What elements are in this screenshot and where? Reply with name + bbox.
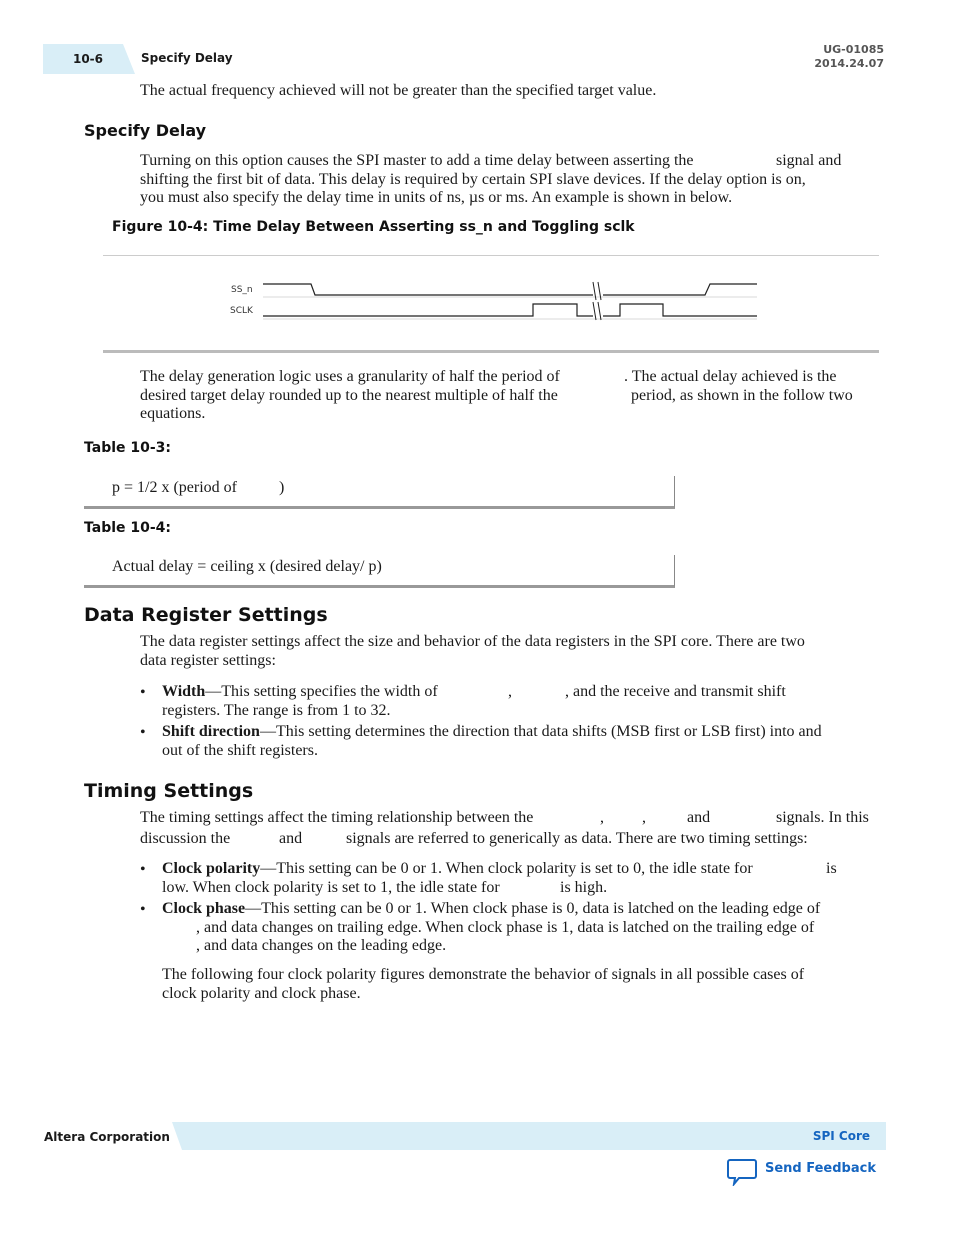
doc-date: 2014.24.07 [814, 57, 884, 70]
term: Clock polarity [162, 860, 261, 877]
text-span: and [279, 830, 303, 847]
specify-delay-heading: Specify Delay [84, 121, 207, 140]
bullet-marker: • [140, 861, 146, 878]
term: Shift direction [162, 723, 260, 740]
footer-band [172, 1122, 886, 1150]
data-register-heading: Data Register Settings [84, 604, 328, 626]
text-line: you must also specify the delay time in units of ns, µs or ms. An example is shown in below. [140, 189, 733, 206]
figure-caption: Figure 10-4: Time Delay Between Asserting ss_n and Toggling sclk [112, 219, 635, 235]
ss-n-wave-continued [603, 284, 757, 295]
text-span: desired target delay rounded up to the nearest multiple of half the [140, 386, 558, 404]
text-span: , and the receive and transmit shift [565, 683, 786, 700]
signal-label-ss-n: SS_n [231, 285, 253, 295]
header-doc-info [814, 43, 884, 71]
timing-settings-heading: Timing Settings [84, 780, 254, 802]
timing-waveform [103, 255, 879, 353]
text-span: , [508, 683, 512, 700]
bullet-marker: • [140, 724, 146, 741]
text-span: —This setting determines the direction that data shifts (MSB first or LSB first) into and [259, 723, 822, 740]
follow-paragraph [162, 966, 872, 1003]
text-line: The following four clock polarity figures demonstrate the behavior of signals in all possible cases of [162, 966, 805, 983]
table-10-3-box [84, 476, 675, 509]
footer-doc-link[interactable]: SPI Core [812, 1129, 870, 1143]
bullet-width [162, 683, 872, 720]
sclk-wave [263, 304, 593, 316]
text-span: The delay generation logic uses a granularity of half the period of [140, 368, 560, 385]
text-line: clock polarity and clock phase. [162, 984, 361, 1002]
bullet-marker: • [140, 901, 146, 918]
equation-part: p = 1/2 x (period of [112, 479, 237, 496]
text-line: equations. [140, 405, 206, 422]
term: Width [162, 683, 206, 700]
ss-n-wave [263, 284, 593, 295]
text-line: , and data changes on the leading edge. [196, 937, 447, 954]
text-span: The timing settings affect the timing relationship between the [140, 809, 534, 826]
text-span: and [687, 809, 711, 826]
doc-id: UG-01085 [823, 43, 884, 56]
granularity-paragraph [140, 368, 870, 424]
sclk-wave-continued [603, 304, 757, 316]
text-span: low. When clock polarity is set to 1, the idle state for [162, 878, 500, 896]
text-span: , [600, 809, 604, 826]
text-span: —This setting specifies the width of [205, 683, 438, 700]
bullet-clock-phase [162, 900, 872, 956]
equation-actual-delay: Actual delay = ceiling x (desired delay/ p) [112, 558, 382, 575]
text-line: shifting the first bit of data. This delay is required by certain SPI slave devices. If the delay option is on, [140, 170, 806, 188]
feedback-icon[interactable] [727, 1158, 757, 1186]
text-span: , [642, 809, 646, 826]
text-span: signals are referred to generically as data. There are two timing settings: [346, 830, 808, 847]
text-line: registers. The range is from 1 to 32. [162, 701, 391, 719]
signal-label-sclk: SCLK [230, 306, 253, 316]
text-line: , and data changes on trailing edge. When clock phase is 1, data is latched on the trailing edge of [196, 918, 815, 936]
send-feedback-link[interactable]: Send Feedback [765, 1161, 876, 1176]
data-register-paragraph [140, 633, 870, 670]
timing-paragraph [140, 809, 870, 849]
text-span: period, as shown in the follow two [631, 386, 853, 404]
specify-delay-paragraph [140, 152, 870, 208]
break-mark-sclk [593, 302, 601, 320]
table-10-4-caption: Table 10-4: [84, 520, 172, 536]
text-span: signal and [776, 152, 842, 169]
timing-figure [103, 255, 879, 353]
table-10-4-box [84, 555, 675, 588]
equation-part: ) [279, 479, 285, 496]
intro-line: The actual frequency achieved will not be greater than the specified target value. [140, 82, 657, 99]
equation-p [112, 479, 284, 497]
text-span: is [826, 860, 837, 877]
header-section-title: Specify Delay [141, 51, 233, 65]
text-span: —This setting can be 0 or 1. When clock phase is 0, data is latched on the leading edge of [245, 900, 821, 917]
bullet-clock-polarity [162, 860, 872, 897]
footer-company: Altera Corporation [44, 1130, 170, 1144]
bullet-shift-direction [162, 723, 872, 760]
text-line: data register settings: [140, 651, 276, 669]
term: Clock phase [162, 900, 246, 917]
table-10-3-caption: Table 10-3: [84, 440, 172, 456]
bullet-marker: • [140, 684, 146, 701]
text-span: —This setting can be 0 or 1. When clock polarity is set to 0, the idle state for [260, 860, 753, 877]
text-span: signals. In this [776, 809, 869, 826]
text-span: discussion the [140, 830, 231, 847]
page-number: 10-6 [72, 52, 104, 66]
text-line: The data register settings affect the size and behavior of the data registers in the SPI core. There are two [140, 633, 805, 650]
text-span: is high. [560, 878, 608, 896]
text-span: Turning on this option causes the SPI master to add a time delay between asserting the [140, 152, 694, 169]
text-span: . The actual delay achieved is the [624, 368, 837, 385]
text-line: out of the shift registers. [162, 741, 318, 759]
